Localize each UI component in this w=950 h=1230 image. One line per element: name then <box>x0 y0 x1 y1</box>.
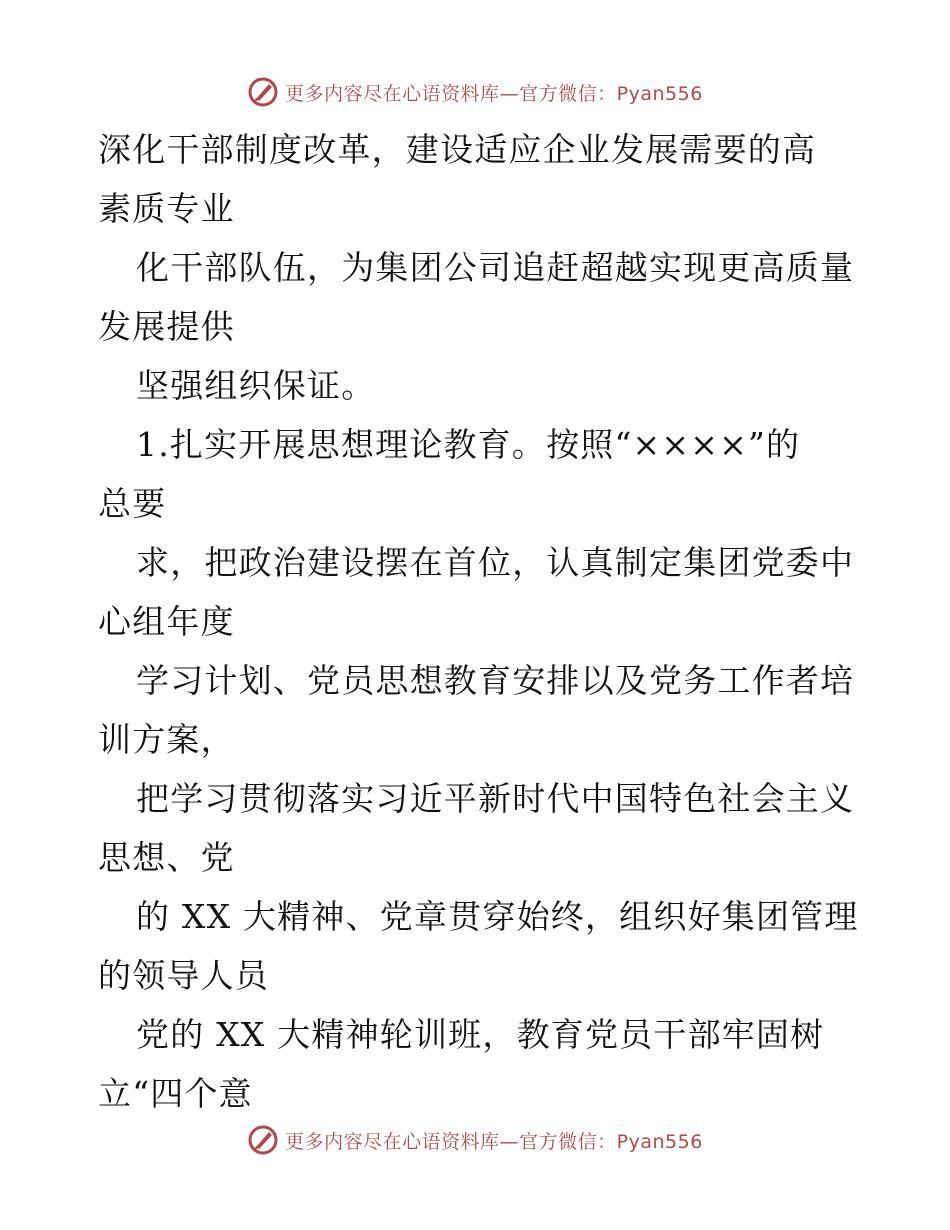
text-line: 深化干部制度改革，建设适应企业发展需要的高 <box>98 130 817 169</box>
watermark-text: 更多内容尽在心语资料库—官方微信：Pyan556 <box>285 1130 703 1153</box>
document-body <box>98 120 858 1123</box>
text-line: 思想、党 <box>98 838 235 877</box>
text-line: 心组年度 <box>98 602 235 641</box>
text-line: 把学习贯彻落实习近平新时代中国特色社会主义 <box>136 779 855 818</box>
quill-logo-icon <box>247 76 279 108</box>
text-line: 求，把政治建设摆在首位，认真制定集团党委中 <box>136 543 855 582</box>
text-line: 训方案， <box>98 720 235 759</box>
text-line: 学习计划、党员思想教育安排以及党务工作者培 <box>136 661 855 700</box>
quill-logo-icon <box>247 1124 279 1156</box>
watermark-text: 更多内容尽在心语资料库—官方微信：Pyan556 <box>285 82 703 105</box>
text-line: 素质专业 <box>98 189 235 228</box>
watermark-banner-bottom <box>0 1120 950 1160</box>
text-line: 1.扎实开展思想理论教育。按照“××××”的 <box>136 425 801 464</box>
text-line: 坚强组织保证。 <box>136 366 376 405</box>
text-line: 化干部队伍，为集团公司追赶超越实现更高质量 <box>136 248 855 287</box>
text-line: 发展提供 <box>98 307 235 346</box>
text-line: 党的 XX 大精神轮训班，教育党员干部牢固树 <box>136 1015 825 1054</box>
text-line: 的 XX 大精神、党章贯穿始终，组织好集团管理 <box>136 897 859 936</box>
text-line: 的领导人员 <box>98 956 269 995</box>
text-line: 立“四个意 <box>98 1074 253 1113</box>
watermark-banner-top <box>0 72 950 112</box>
text-line: 总要 <box>98 484 167 523</box>
